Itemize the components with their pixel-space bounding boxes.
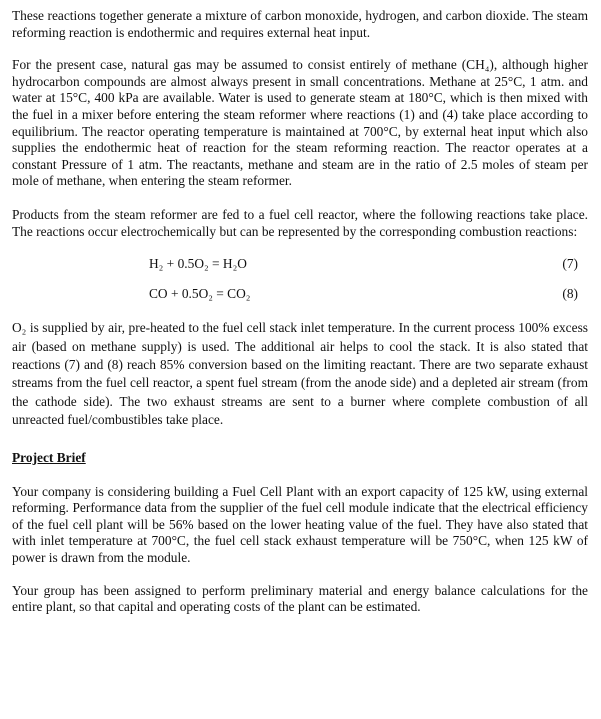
paragraph-air-supply: O₂ is supplied by air, pre-heated to the fuel cell stack inlet temperature. In the current process 100% excess air (based on methane supply) is used. The additional air helps to cool the stack. It is also stated that reactions (7) and (8) reach 85% conversion based on the limiting reactant. There are two separate exhaust streams from the fuel cell reactor, a spent fuel stream (from the anode side) and a depleted air stream (from the cathode side). The two exhaust streams are sent to a burner where complete combustion of all unreacted fuel/combustibles take place. <box>12 320 588 428</box>
equation-7-formula: H₂ + 0.5O₂ = H₂O <box>149 256 247 272</box>
paragraph-project-overview: Your company is considering building a Fuel Cell Plant with an export capacity of 125 kW, using external reforming. Performance data from the supplier of the fuel cell module indicate that the electrical efficiency of the fuel cell plant will be 56% based on the lower heating value of the fuel. They have also stated that with inlet temperature at 700°C, the fuel cell stack exhaust temperature will be 750°C, when 125 kW of power is drawn from the module. <box>12 483 588 565</box>
section-heading-project-brief: Project Brief <box>12 449 86 465</box>
equation-8 <box>12 286 588 302</box>
paragraph-reaction-summary: These reactions together generate a mixture of carbon monoxide, hydrogen, and carbon dioxide. The steam reforming reaction is endothermic and requires external heat input. <box>12 8 588 40</box>
document-page <box>12 8 588 616</box>
paragraph-process-conditions: For the present case, natural gas may be assumed to consist entirely of methane (CH₄), although higher hydrocarbon compounds are almost always present in small concentrations. Methane at 25°C, 1 atm. and water at 15°C, 400 kPa are available. Water is used to generate steam at 180°C, which is then mixed with the fuel in a mixer before entering the steam reformer where reactions (1) and (4) take place according to equilibrium. The reactor operating temperature is maintained at 700°C, by external heat input which also supplies the endothermic heat of reaction for the steam reforming reaction. The reactor operates at a constant Pressure of 1 atm. The reactants, methane and steam are in the ratio of 2.5 moles of steam per mole of methane, when entering the steam reformer. <box>12 57 588 189</box>
equation-8-formula: CO + 0.5O₂ = CO₂ <box>149 286 251 302</box>
paragraph-fuel-cell-reactions: Products from the steam reformer are fed to a fuel cell reactor, where the following reactions take place. The reactions occur electrochemically but can be represented by the corresponding combustion reactions: <box>12 206 588 239</box>
equation-7 <box>12 256 588 272</box>
equation-8-number: (8) <box>562 286 578 302</box>
equation-7-number: (7) <box>562 256 578 272</box>
paragraph-group-assignment: Your group has been assigned to perform preliminary material and energy balance calculations for the entire plant, so that capital and operating costs of the plant can be estimated. <box>12 582 588 615</box>
